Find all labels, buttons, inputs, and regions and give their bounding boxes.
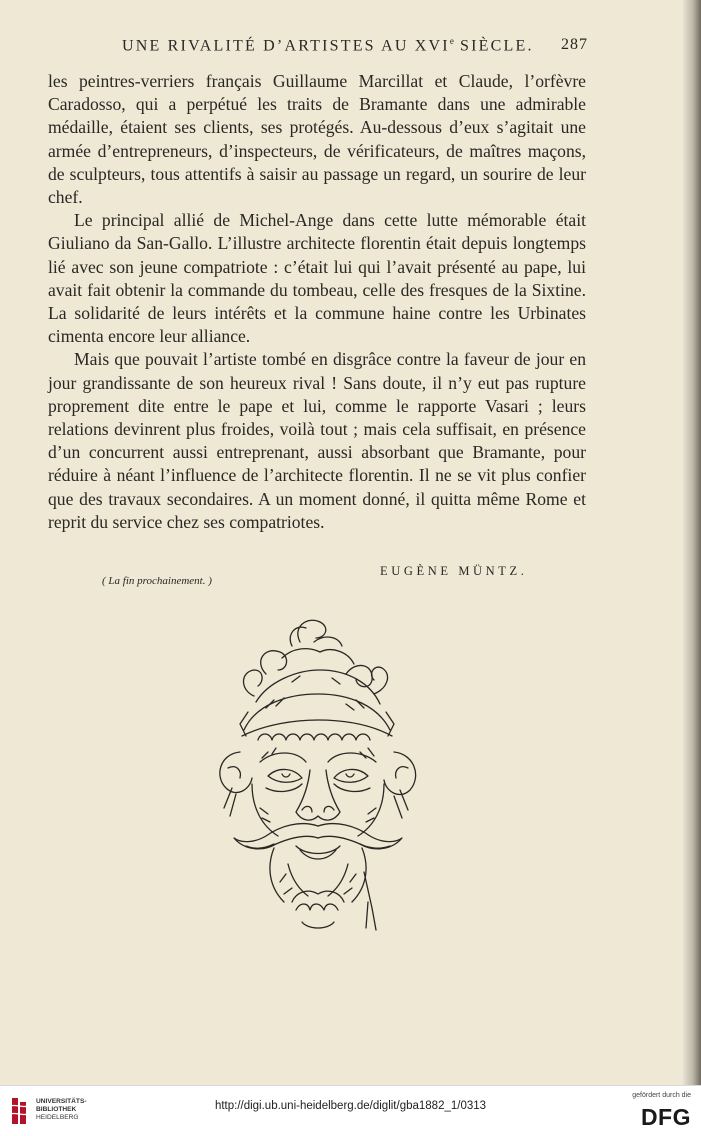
library-name-line-3: HEIDELBERG bbox=[36, 1114, 79, 1121]
author-signature: EUGÈNE MÜNTZ. bbox=[380, 564, 528, 578]
library-name-line-1: UNIVERSITÄTS- bbox=[36, 1098, 87, 1105]
paragraph-1: les peintres-verriers français Guillaume Marcillat et Claude, l’orfèvre Caradosso, qui a perpétué les traits de Bramante dans une admirable médaille, étaient ses clients, ses protégés. Au-dessous d’eux s’agitait une armée d’entrepreneurs, d’inspecteurs, de vérificateurs, de maîtres maçons, de sculpteurs, tous attentifs à saisir au passage un regard, un sourire de leur chef. bbox=[48, 71, 586, 208]
running-title bbox=[122, 36, 534, 55]
page-number: 287 bbox=[561, 36, 588, 53]
library-name-line-2: BIBLIOTHEK bbox=[36, 1106, 77, 1113]
scan-page-edge bbox=[683, 0, 701, 1085]
article-body bbox=[48, 70, 586, 534]
permalink-url[interactable]: http://digi.ub.uni-heidelberg.de/diglit/gba1882_1/0313 bbox=[214, 1100, 487, 1112]
dfg-logo: DFG bbox=[640, 1104, 691, 1130]
running-title-main: UNE RIVALITÉ D’ARTISTES AU XVI bbox=[122, 37, 450, 55]
running-title-superscript: e bbox=[449, 36, 454, 46]
grotesque-mask-illustration bbox=[196, 612, 436, 942]
continuation-note: ( La fin prochainement. ) bbox=[102, 575, 212, 587]
digital-library-footer bbox=[0, 1085, 701, 1136]
funder-note: gefördert durch die bbox=[632, 1092, 691, 1099]
paragraph-3: Mais que pouvait l’artiste tombé en disgrâce contre la faveur de jour en jour grandissante de son heureux rival ! Sans doute, il n’y eut pas rupture proprement dite entre le pape et lui, comme le rapporte Vasari ; leurs relations devinrent plus froides, voilà tout ; mais cela suffisait, en présence d’un concurrent aussi entreprenant, aussi absorbant que Bramante, pour réduire à néant l’influence de l’architecte florentin. Il ne se vit plus confier que des travaux secondaires. A un moment donné, il quitta même Rome et reprit du service chez ses compatriotes. bbox=[48, 349, 586, 532]
running-title-end: SIÈCLE. bbox=[453, 37, 534, 55]
running-head bbox=[48, 36, 588, 60]
paragraph-2: Le principal allié de Michel-Ange dans cette lutte mémorable était Giuliano da San-Gallo. L’illustre architecte florentin était depuis longtemps lié avec son jeune compatriote : c’était lui qui l’avait présenté au pape, lui avait fait obtenir la commande du tombeau, celle des fresques de la Sixtine. La solidarité de leurs intérêts et la commune haine contre les Urbinates cimenta encore leur alliance. bbox=[48, 210, 586, 347]
